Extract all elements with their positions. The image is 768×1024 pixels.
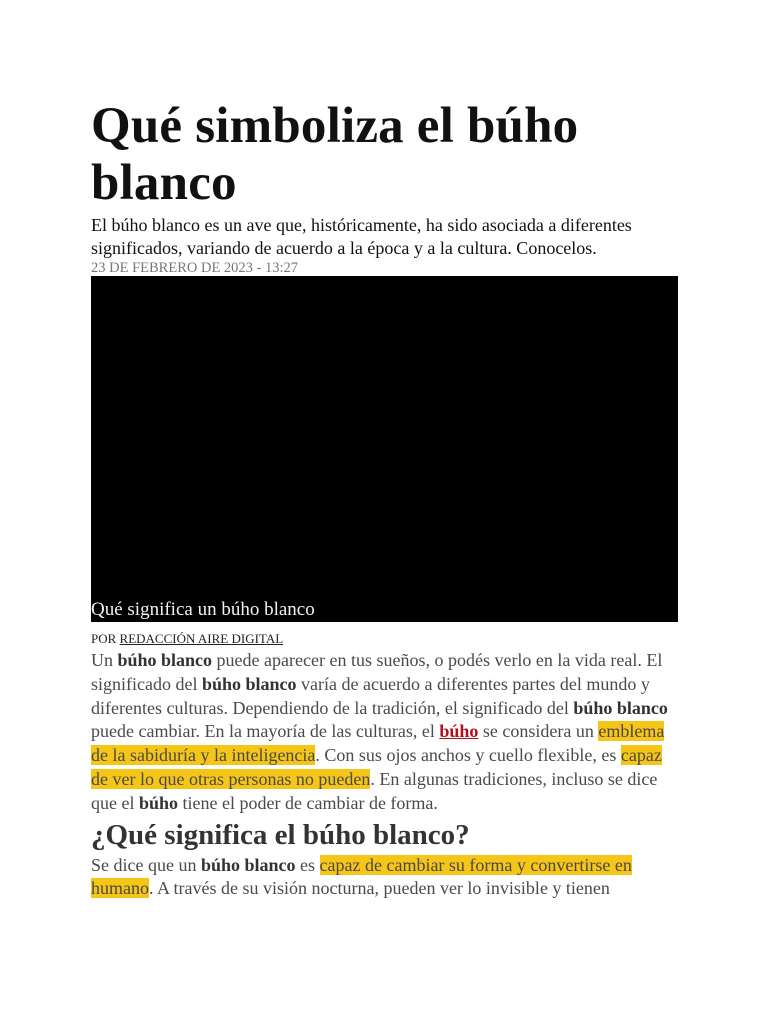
keyword-link-buho[interactable]: búho <box>439 721 479 742</box>
publish-date: 23 DE FEBRERO DE 2023 - 13:27 <box>91 260 299 276</box>
article <box>91 98 681 901</box>
text: se considera un <box>478 721 599 742</box>
video-caption: Qué significa un búho blanco <box>91 599 315 620</box>
bold-term: búho blanco <box>573 697 668 718</box>
highlighted-text: capaz de cambiar su forma y convertirse en humano <box>91 854 632 899</box>
paragraph-1 <box>91 649 683 816</box>
highlighted-text: emblema de la sabiduría y la inteligencia <box>91 721 665 766</box>
bold-term: búho blanco <box>117 650 213 670</box>
text: puede cambiar. En la mayoría de las culturas, el <box>91 721 440 742</box>
text: Un <box>91 650 118 670</box>
byline-prefix: POR <box>91 631 117 646</box>
author-link[interactable]: REDACCIÓN AIRE DIGITAL <box>119 631 284 646</box>
article-title: Qué simboliza el búho blanco <box>91 98 579 211</box>
highlighted-text: capaz de ver lo que otras personas no pueden <box>91 745 662 789</box>
text: tiene el poder de cambiar de forma. <box>178 792 438 813</box>
text: puede aparecer en tus sueños, o podés verlo en la vida real. El significado del <box>91 650 663 694</box>
text: . En algunas tradiciones, incluso se dice que el <box>91 768 658 813</box>
paragraph-2 <box>91 854 683 902</box>
bold-term: búho <box>138 792 179 813</box>
section-heading: ¿Qué significa el búho blanco? <box>91 818 470 851</box>
text: . A través de su visión nocturna, pueden ver lo invisible y tienen <box>149 878 610 899</box>
bold-term: búho blanco <box>200 854 296 875</box>
byline <box>91 631 681 647</box>
text: . Con sus ojos anchos y cuello flexible, es <box>315 745 621 766</box>
bold-term: búho blanco <box>201 673 297 694</box>
article-subtitle: El búho blanco es un ave que, históricamente, ha sido asociada a diferentes significados, variando de acuerdo a la época y a la cultura. Conocelos. <box>91 215 632 258</box>
text: varía de acuerdo a diferentes partes del mundo y diferentes culturas. Dependiendo de la tradición, el significado del <box>91 673 650 718</box>
text: Se dice que un <box>91 854 201 875</box>
video-player[interactable] <box>91 276 678 622</box>
text: es <box>295 854 320 875</box>
